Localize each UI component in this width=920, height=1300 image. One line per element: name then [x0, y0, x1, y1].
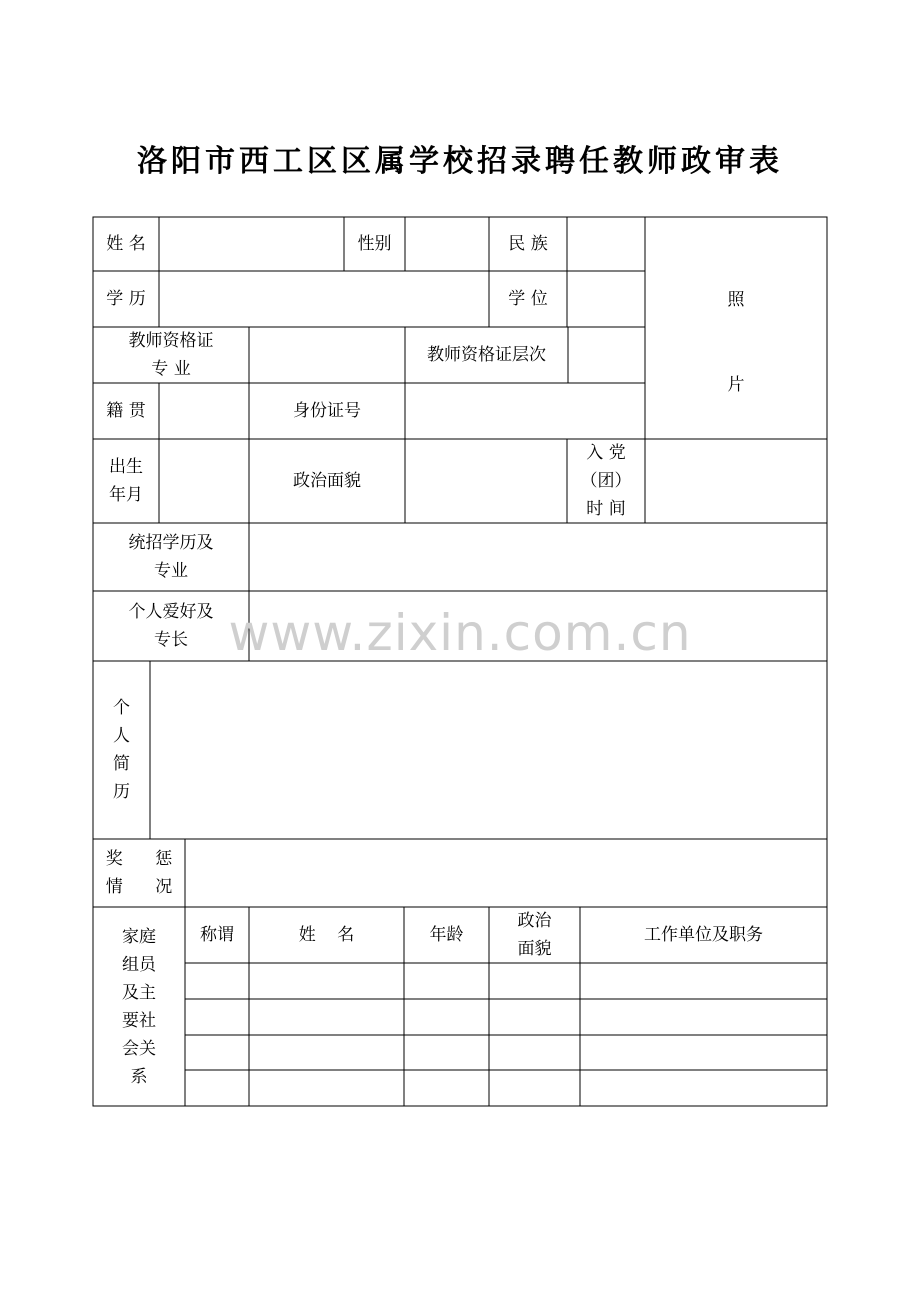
family-row-2-workplace[interactable]: [580, 999, 827, 1035]
family-row-4-political[interactable]: [489, 1070, 580, 1106]
label-family: 家庭 组员 及主 要社 会关 系: [122, 926, 156, 1087]
family-row-1-age[interactable]: [404, 963, 489, 999]
label-id-number: 身份证号: [293, 401, 361, 421]
hobbies-field[interactable]: [249, 591, 827, 661]
family-row-3-relation[interactable]: [185, 1035, 249, 1070]
label-unified-education: 统招学历及 专业: [128, 533, 214, 581]
family-row-2-political[interactable]: [489, 999, 580, 1035]
label-hobbies: 个人爱好及 专长: [128, 602, 214, 650]
photo-label-top: 照: [727, 290, 745, 310]
family-header-workplace: 工作单位及职务: [644, 925, 763, 945]
family-row-1-relation[interactable]: [185, 963, 249, 999]
family-row-2-age[interactable]: [404, 999, 489, 1035]
family-row-3-workplace[interactable]: [580, 1035, 827, 1070]
family-row-3-age[interactable]: [404, 1035, 489, 1070]
family-row-2-relation[interactable]: [185, 999, 249, 1035]
family-row-4-workplace[interactable]: [580, 1070, 827, 1106]
label-party-join-time: 入 党 （团） 时 间: [580, 443, 632, 519]
family-row-3-name[interactable]: [249, 1035, 404, 1070]
degree-field[interactable]: [567, 271, 645, 327]
cert-level-field[interactable]: [568, 327, 645, 383]
label-name: 姓 名: [106, 234, 146, 254]
family-row-1-political[interactable]: [489, 963, 580, 999]
label-ethnicity: 民 族: [508, 234, 548, 254]
family-row-1-workplace[interactable]: [580, 963, 827, 999]
label-rewards: 奖 惩 情 况: [105, 849, 173, 897]
label-cert-level: 教师资格证层次: [427, 345, 546, 365]
label-education: 学 历: [106, 289, 146, 309]
label-gender: 性别: [357, 234, 392, 254]
page-title: 洛阳市西工区区属学校招录聘任教师政审表: [137, 144, 783, 179]
rewards-field[interactable]: [185, 839, 827, 907]
ethnicity-field[interactable]: [567, 217, 645, 271]
family-row-3-political[interactable]: [489, 1035, 580, 1070]
family-row-4-age[interactable]: [404, 1070, 489, 1106]
family-header-name: 姓 名: [298, 925, 355, 945]
unified-education-field[interactable]: [249, 523, 827, 591]
label-birth: 出生 年月: [109, 457, 143, 505]
label-native-place: 籍 贯: [106, 401, 146, 421]
gender-field[interactable]: [405, 217, 489, 271]
family-row-4-relation[interactable]: [185, 1070, 249, 1106]
cert-major-field[interactable]: [249, 327, 405, 383]
label-cert-major: 教师资格证 专 业: [128, 331, 214, 379]
family-row-1-name[interactable]: [249, 963, 404, 999]
label-political-status: 政治面貌: [293, 471, 361, 491]
id-number-field[interactable]: [405, 383, 645, 439]
photo-label-bottom: 片: [727, 375, 745, 395]
photo-box[interactable]: [645, 217, 827, 439]
political-status-field[interactable]: [405, 439, 567, 523]
native-place-field[interactable]: [159, 383, 249, 439]
education-field[interactable]: [159, 271, 489, 327]
family-header-political: 政治 面貌: [517, 911, 552, 959]
family-header-relation: 称谓: [200, 925, 234, 945]
family-header-age: 年龄: [429, 925, 464, 945]
name-field[interactable]: [159, 217, 344, 271]
label-degree: 学 位: [508, 289, 548, 309]
birth-field[interactable]: [159, 439, 249, 523]
party-join-time-field[interactable]: [645, 439, 827, 523]
resume-field[interactable]: [150, 661, 827, 839]
family-row-2-name[interactable]: [249, 999, 404, 1035]
watermark: www.zixin.com.cn: [228, 604, 692, 662]
label-resume: 个 人 简 历: [113, 698, 130, 802]
family-row-4-name[interactable]: [249, 1070, 404, 1106]
